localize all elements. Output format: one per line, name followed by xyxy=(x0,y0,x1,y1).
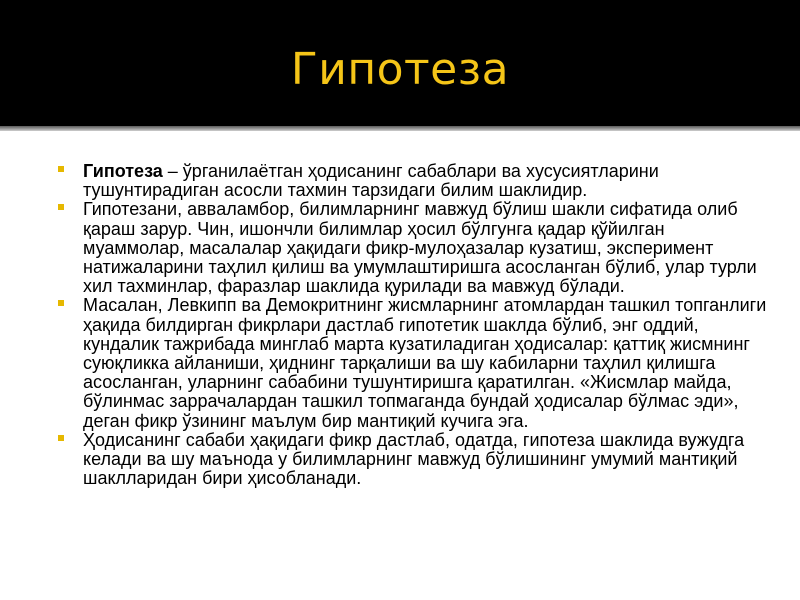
bullet-item-definition xyxy=(58,162,770,200)
square-bullet-icon xyxy=(58,300,64,306)
bullet-list xyxy=(58,162,770,488)
bullet-item-forms xyxy=(58,200,770,296)
bullet-text: – ўрганилаётган ҳодисанинг сабаблари ва хусусиятларини тушунтирадиган асосли тахмин тарзидаги билим шаклидир. xyxy=(83,161,659,201)
title-bar xyxy=(0,0,800,126)
slide-title: Гипотеза xyxy=(290,44,510,95)
title-divider xyxy=(0,126,800,131)
bullet-item-example xyxy=(58,296,770,430)
bullet-text: Гипотезани, аввaламбор, билимларнинг мавжуд бўлиш шакли сифатида олиб қараш зарур. Чин, ишончли билимлар ҳосил бўлгунга қадар қўйилган муаммолар, масалалар ҳақидаги фикр-мулоҳазалар кузатиш, эксперимент натижаларини таҳлил қилиш ва умумлаштиришга асосланган бўлиб, улар турли хил тахминлар, фаразлар шаклида қурилади ва мавжуд бўлади. xyxy=(83,199,757,297)
bullet-term: Гипотеза xyxy=(83,161,163,181)
bullet-item-conclusion xyxy=(58,431,770,489)
bullet-text: Ҳодисанинг сабаби ҳақидаги фикр дастлаб, одатда, гипотеза шаклида вужудга келади ва шу маънода у билимларнинг мавжуд бўлишининг умумий мантиқий шаклларидан бири ҳисобланади. xyxy=(83,429,745,489)
square-bullet-icon xyxy=(58,435,64,441)
square-bullet-icon xyxy=(58,204,64,210)
square-bullet-icon xyxy=(58,166,64,172)
bullet-text: Масалан, Левкипп ва Демокритнинг жисмларнинг атомлардан ташкил топганлиги ҳақида билдирган фикрлари дастлаб гипотетик шаклда бўлиб, энг оддий, кундалик тажрибада минглаб марта кузатиладиган ҳодисалар: қаттиқ жисмнинг суюқликка айланиши, ҳиднинг тарқалиши ва шу кабиларни таҳлил қилишга асосланган, уларнинг сабабини тушунтиришга қаратилган. «Жисмлар майда, бўлинмас заррачалардан ташкил топмаганда бундай ҳодисалар бўлмас эди», деган фикр ўзининг маълум бир мантиқий кучига эга. xyxy=(83,295,767,431)
